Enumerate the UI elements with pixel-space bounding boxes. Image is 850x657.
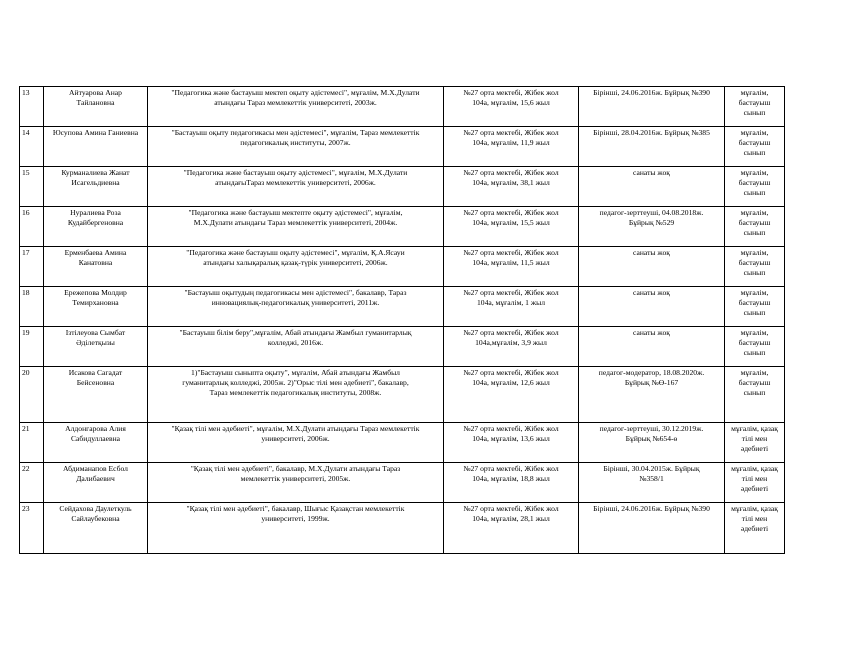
education-cell: "Педагогика және бастауыш оқыту әдістемесі", мұғалім, Қ.А.Ясауи атындағы халықаралық қазақ-түрік университеті, 2006ж. (148, 247, 444, 287)
table-row (20, 87, 785, 127)
staff-table (19, 86, 785, 554)
row-number: 15 (20, 167, 44, 207)
teacher-name: Курманалиева Жанат Исагельдиевна (44, 167, 148, 207)
education-cell: "Қазақ тілі мен әдебиеті", бакалавр, М.Х.Дулати атындағы Тараз мемлекеттік университеті, 2005ж. (148, 463, 444, 503)
category-cell: Бірінші, 24.06.2016ж. Бұйрық №390 (579, 87, 725, 127)
teacher-name: Сейдахова Даулеткуль Сайлаубековна (44, 503, 148, 554)
category-cell: Бірінші, 24.06.2016ж. Бұйрық №390 (579, 503, 725, 554)
position-cell: мұғалім, бастауыш сынып (725, 87, 785, 127)
position-cell: мұғалім, бастауыш сынып (725, 247, 785, 287)
workplace-cell: №27 орта мектебі, Жібек жол 104а, мұғалім, 13,6 жыл (444, 423, 579, 463)
table-row (20, 367, 785, 423)
teacher-name: Нуралиева Роза Кудайбергеновна (44, 207, 148, 247)
category-cell: Бірінші, 30.04.2015ж. Бұйрық №358/1 (579, 463, 725, 503)
teacher-name: Ерменбаева Амина Канатовна (44, 247, 148, 287)
category-cell: Бірінші, 28.04.2016ж. Бұйрық №385 (579, 127, 725, 167)
table-row (20, 247, 785, 287)
workplace-cell: №27 орта мектебі, Жібек жол 104а, мұғалім, 15,6 жыл (444, 87, 579, 127)
row-number: 17 (20, 247, 44, 287)
table-row (20, 207, 785, 247)
teacher-name: Айтуарова Анар Тайлановна (44, 87, 148, 127)
position-cell: мұғалім, қазақ тілі мен әдебиеті (725, 463, 785, 503)
workplace-cell: №27 орта мектебі, Жібек жол 104а, мұғалім, 1 жыл (444, 287, 579, 327)
position-cell: мұғалім, бастауыш сынып (725, 327, 785, 367)
row-number: 14 (20, 127, 44, 167)
education-cell: "Бастауыш білім беру",мұғалім, Абай атындағы Жамбыл гуманитарлық колледжі, 2016ж. (148, 327, 444, 367)
table-row (20, 127, 785, 167)
position-cell: мұғалім, бастауыш сынып (725, 207, 785, 247)
education-cell: "Бастауыш оқыту педагогикасы мен әдістемесі", мұғалім, Тараз мемлекеттік педагогикалық институты, 2007ж. (148, 127, 444, 167)
workplace-cell: №27 орта мектебі, Жібек жол 104а, мұғалім, 12,6 жыл (444, 367, 579, 423)
workplace-cell: №27 орта мектебі, Жібек жол 104а, мұғалім, 38,1 жыл (444, 167, 579, 207)
table-row (20, 287, 785, 327)
workplace-cell: №27 орта мектебі, Жібек жол 104а,мұғалім, 3,9 жыл (444, 327, 579, 367)
position-cell: мұғалім, бастауыш сынып (725, 127, 785, 167)
staff-table-body (20, 87, 785, 554)
workplace-cell: №27 орта мектебі, Жібек жол 104а, мұғалім, 18,8 жыл (444, 463, 579, 503)
teacher-name: Алдонгарова Алия Сабидуллаевна (44, 423, 148, 463)
education-cell: "Бастауыш оқытудың педагогикасы мен әдістемесі", бакалавр, Тараз инновациялық-педагогикалық университеті, 2011ж. (148, 287, 444, 327)
position-cell: мұғалім, қазақ тілі мен әдебиеті (725, 503, 785, 554)
row-number: 16 (20, 207, 44, 247)
table-row (20, 463, 785, 503)
row-number: 13 (20, 87, 44, 127)
table-row (20, 503, 785, 554)
teacher-name: Ережепова Молдир Темирхановна (44, 287, 148, 327)
education-cell: "Қазақ тілі мен әдебиеті", мұғалім, М.Х.Дулати атындағы Тараз мемлекеттік университеті, 2006ж. (148, 423, 444, 463)
workplace-cell: №27 орта мектебі, Жібек жол 104а, мұғалім, 28,1 жыл (444, 503, 579, 554)
position-cell: мұғалім, қазақ тілі мен әдебиеті (725, 423, 785, 463)
category-cell: педагог-модератор, 18.08.2020ж. Бұйрық №Ө-167 (579, 367, 725, 423)
workplace-cell: №27 орта мектебі, Жібек жол 104а, мұғалім, 11,5 жыл (444, 247, 579, 287)
teacher-name: Юсупова Амина Ганиевна (44, 127, 148, 167)
table-row (20, 167, 785, 207)
education-cell: "Педагогика және бастауыш оқыту әдістемесі", мұғалім, М.Х.Дулати атындағыТараз мемлекеттік университеті, 2006ж. (148, 167, 444, 207)
teacher-name: Ізтілеуова Сымбат Әділетқызы (44, 327, 148, 367)
category-cell: санаты жоқ (579, 167, 725, 207)
category-cell: санаты жоқ (579, 327, 725, 367)
workplace-cell: №27 орта мектебі, Жібек жол 104а, мұғалім, 11,9 жыл (444, 127, 579, 167)
row-number: 19 (20, 327, 44, 367)
education-cell: "Қазақ тілі мен әдебиеті", бакалавр, Шығыс Қазақстан мемлекеттік университеті, 1999ж. (148, 503, 444, 554)
row-number: 22 (20, 463, 44, 503)
education-cell: "Педагогика және бастауыш мектепте оқыту әдістемесі", мұғалім, М.Х.Дулати атындағы Тараз мемлекеттік университеті, 2004ж. (148, 207, 444, 247)
row-number: 21 (20, 423, 44, 463)
teacher-name: Исакова Сагадат Бейсеновна (44, 367, 148, 423)
table-row (20, 423, 785, 463)
row-number: 20 (20, 367, 44, 423)
teacher-name: Абдиманапов Есбол Далибаевич (44, 463, 148, 503)
workplace-cell: №27 орта мектебі, Жібек жол 104а, мұғалім, 15,5 жыл (444, 207, 579, 247)
position-cell: мұғалім, бастауыш сынып (725, 287, 785, 327)
table-row (20, 327, 785, 367)
category-cell: санаты жоқ (579, 247, 725, 287)
row-number: 23 (20, 503, 44, 554)
position-cell: мұғалім, бастауыш сынып (725, 167, 785, 207)
position-cell: мұғалім, бастауыш сынып (725, 367, 785, 423)
category-cell: санаты жоқ (579, 287, 725, 327)
education-cell: 1)"Бастауыш сыныпта оқыту", мұғалім, Абай атындағы Жамбыл гуманитарлық колледжі, 2005ж. 2)"Орыс тілі мен әдебиеті", бакалавр, Тараз мемлекеттік педагогикалық институты, 2008ж. (148, 367, 444, 423)
education-cell: "Педагогика және бастауыш мектеп оқыту әдістемесі", мұғалім, М.Х.Дулати атындағы Тараз мемлекеттік университеті, 2003ж. (148, 87, 444, 127)
row-number: 18 (20, 287, 44, 327)
category-cell: педагог-зерттеуші, 30.12.2019ж. Бұйрық №654-ө (579, 423, 725, 463)
category-cell: педагог-зерттеуші, 04.08.2018ж. Бұйрық №529 (579, 207, 725, 247)
